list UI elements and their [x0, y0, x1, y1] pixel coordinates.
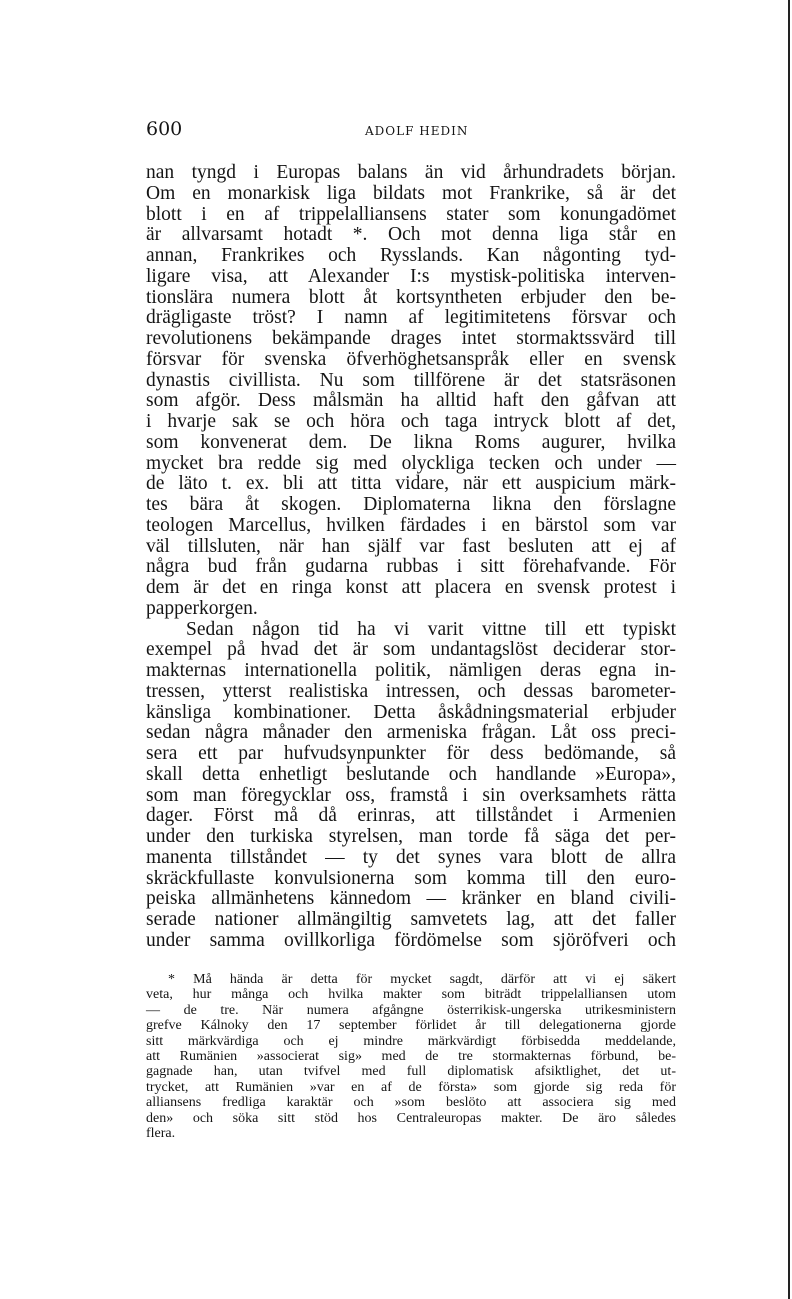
text-line: tressen, ytterst realistiska intressen, och dessas barometer-	[146, 680, 676, 702]
page-number: 600	[146, 118, 183, 140]
text-line: tionslära numera blott åt kortsyntheten erbjuder den be-	[146, 286, 676, 308]
text-line: försvar för svenska öfverhöghetsanspråk eller en svensk	[146, 348, 676, 370]
text-line: Om en monarkisk liga bildats mot Frankrike, så är det	[146, 182, 676, 204]
text-line: dynastis civillista. Nu som tillförene är det statsräsonen	[146, 369, 676, 391]
text-line: sedan några månader den armeniska frågan. Låt oss preci-	[146, 722, 676, 744]
text-line: peiska allmänhetens kännedom — kränker en bland civili-	[146, 888, 676, 910]
text-line: tes bära åt skogen. Diplomaterna likna den förslagne	[146, 494, 676, 515]
text-line: ligare visa, att Alexander I:s mystisk-politiska interven-	[146, 265, 676, 287]
footnote-line: veta, hur många och hvilka makter som biträdt trippelalliansen utom	[146, 987, 676, 1003]
footnote-line: alliansens fredliga karaktär och »som beslöto att associera sig med	[146, 1095, 676, 1111]
text-line: blott i en af trippelalliansens stater som konungadömet	[146, 203, 676, 225]
footnote-line: sitt märkvärdiga och ej mindre märkvärdigt förbisedda meddelande,	[146, 1033, 676, 1049]
text-line: dem är det en ringa konst att placera en svensk protest i	[146, 577, 676, 598]
text-line: skall detta enhetligt beslutande och handlande »Europa»,	[146, 763, 676, 785]
footnote-line: * Må hända är detta för mycket sagdt, därför att vi ej säkert	[168, 972, 676, 987]
running-head: ADOLF HEDIN	[365, 124, 469, 138]
text-line: teologen Marcellus, hvilken färdades i en bärstol som var	[146, 514, 676, 536]
text-line: som konvenerat dem. De likna Roms augurer, hvilka	[146, 431, 676, 453]
footnote-line: att Rumänien »associerat sig» med de tre stormakternas förbund, be-	[146, 1048, 676, 1064]
text-line: skräckfullaste konvulsionerna som komma till den euro-	[146, 867, 676, 889]
text-line: nan tyngd i Europas balans än vid århundradets början.	[146, 162, 676, 183]
text-line: är allvarsamt hotadt *. Och mot denna liga står en	[146, 224, 676, 246]
page-header	[0, 118, 792, 142]
text-line: som man föregycklar oss, framstå i sin overksamhets rätta	[146, 784, 676, 806]
text-line: i hvarje sak se och höra och taga intryck blott af det,	[146, 411, 676, 432]
footnote-line: flera.	[146, 1125, 176, 1141]
text-line: serade nationer allmängiltig samvetets lag, att det faller	[146, 909, 676, 930]
footnote-line: grefve Kálnoky den 17 september förlidet år till delegationerna gjorde	[146, 1018, 676, 1034]
page-edge-rule	[788, 0, 790, 1299]
text-line: känsliga kombinationer. Detta åskådningsmaterial erbjuder	[146, 701, 676, 723]
text-line: som afgör. Dess målsmän ha alltid haft den gåfvan att	[146, 390, 676, 412]
text-line: exempel på hvad det är som undantagslöst deciderar stor-	[146, 639, 676, 661]
text-line: väl tillsluten, när han själf var fast besluten att ej af	[146, 535, 676, 557]
text-line: makternas internationella politik, nämligen deras egna in-	[146, 660, 676, 681]
text-line: under samma ovillkorliga fördömelse som sjöröfveri och	[146, 929, 676, 951]
footnote-line: trycket, att Rumänien »var en af de första» som gjorde sig reda för	[146, 1079, 676, 1095]
text-line: sera ett par hufvudsynpunkter för dess bedömande, så	[146, 743, 676, 764]
text-line: mycket bra redde sig med olyckliga tecken och under —	[146, 452, 676, 474]
text-line: under den turkiska styrelsen, man torde få säga det per-	[146, 826, 676, 847]
paragraph-start-line: Sedan någon tid ha vi varit vittne till ett typiskt	[186, 618, 676, 640]
text-line: de läto t. ex. bli att titta vidare, när ett auspicium märk-	[146, 473, 676, 495]
text-line: annan, Frankrikes och Rysslands. Kan någonting tyd-	[146, 245, 676, 266]
footnote-line: — de tre. När numera afgångne österrikisk-ungerska utrikesministern	[146, 1002, 676, 1018]
footnote	[146, 972, 676, 1141]
footnote-line: gagnade han, utan tvifvel med full diplomatisk afsiktlighet, det ut-	[146, 1064, 676, 1080]
footnote-line: den» och söka sitt stöd hos Centraleuropas makter. De äro således	[146, 1110, 676, 1126]
text-line: revolutionens bekämpande drages intet stormaktssvärd till	[146, 328, 676, 349]
body-text	[146, 163, 676, 952]
text-line: dager. Först må då erinras, att tillståndet i Armenien	[146, 805, 676, 827]
text-line: drägligaste tröst? I namn af legitimitetens försvar och	[146, 307, 676, 329]
text-line: papperkorgen.	[146, 597, 258, 619]
text-line: några bud från gudarna rubbas i sitt förehafvande. För	[146, 556, 676, 578]
text-line: manenta tillståndet — ty det synes vara blott de allra	[146, 846, 676, 868]
